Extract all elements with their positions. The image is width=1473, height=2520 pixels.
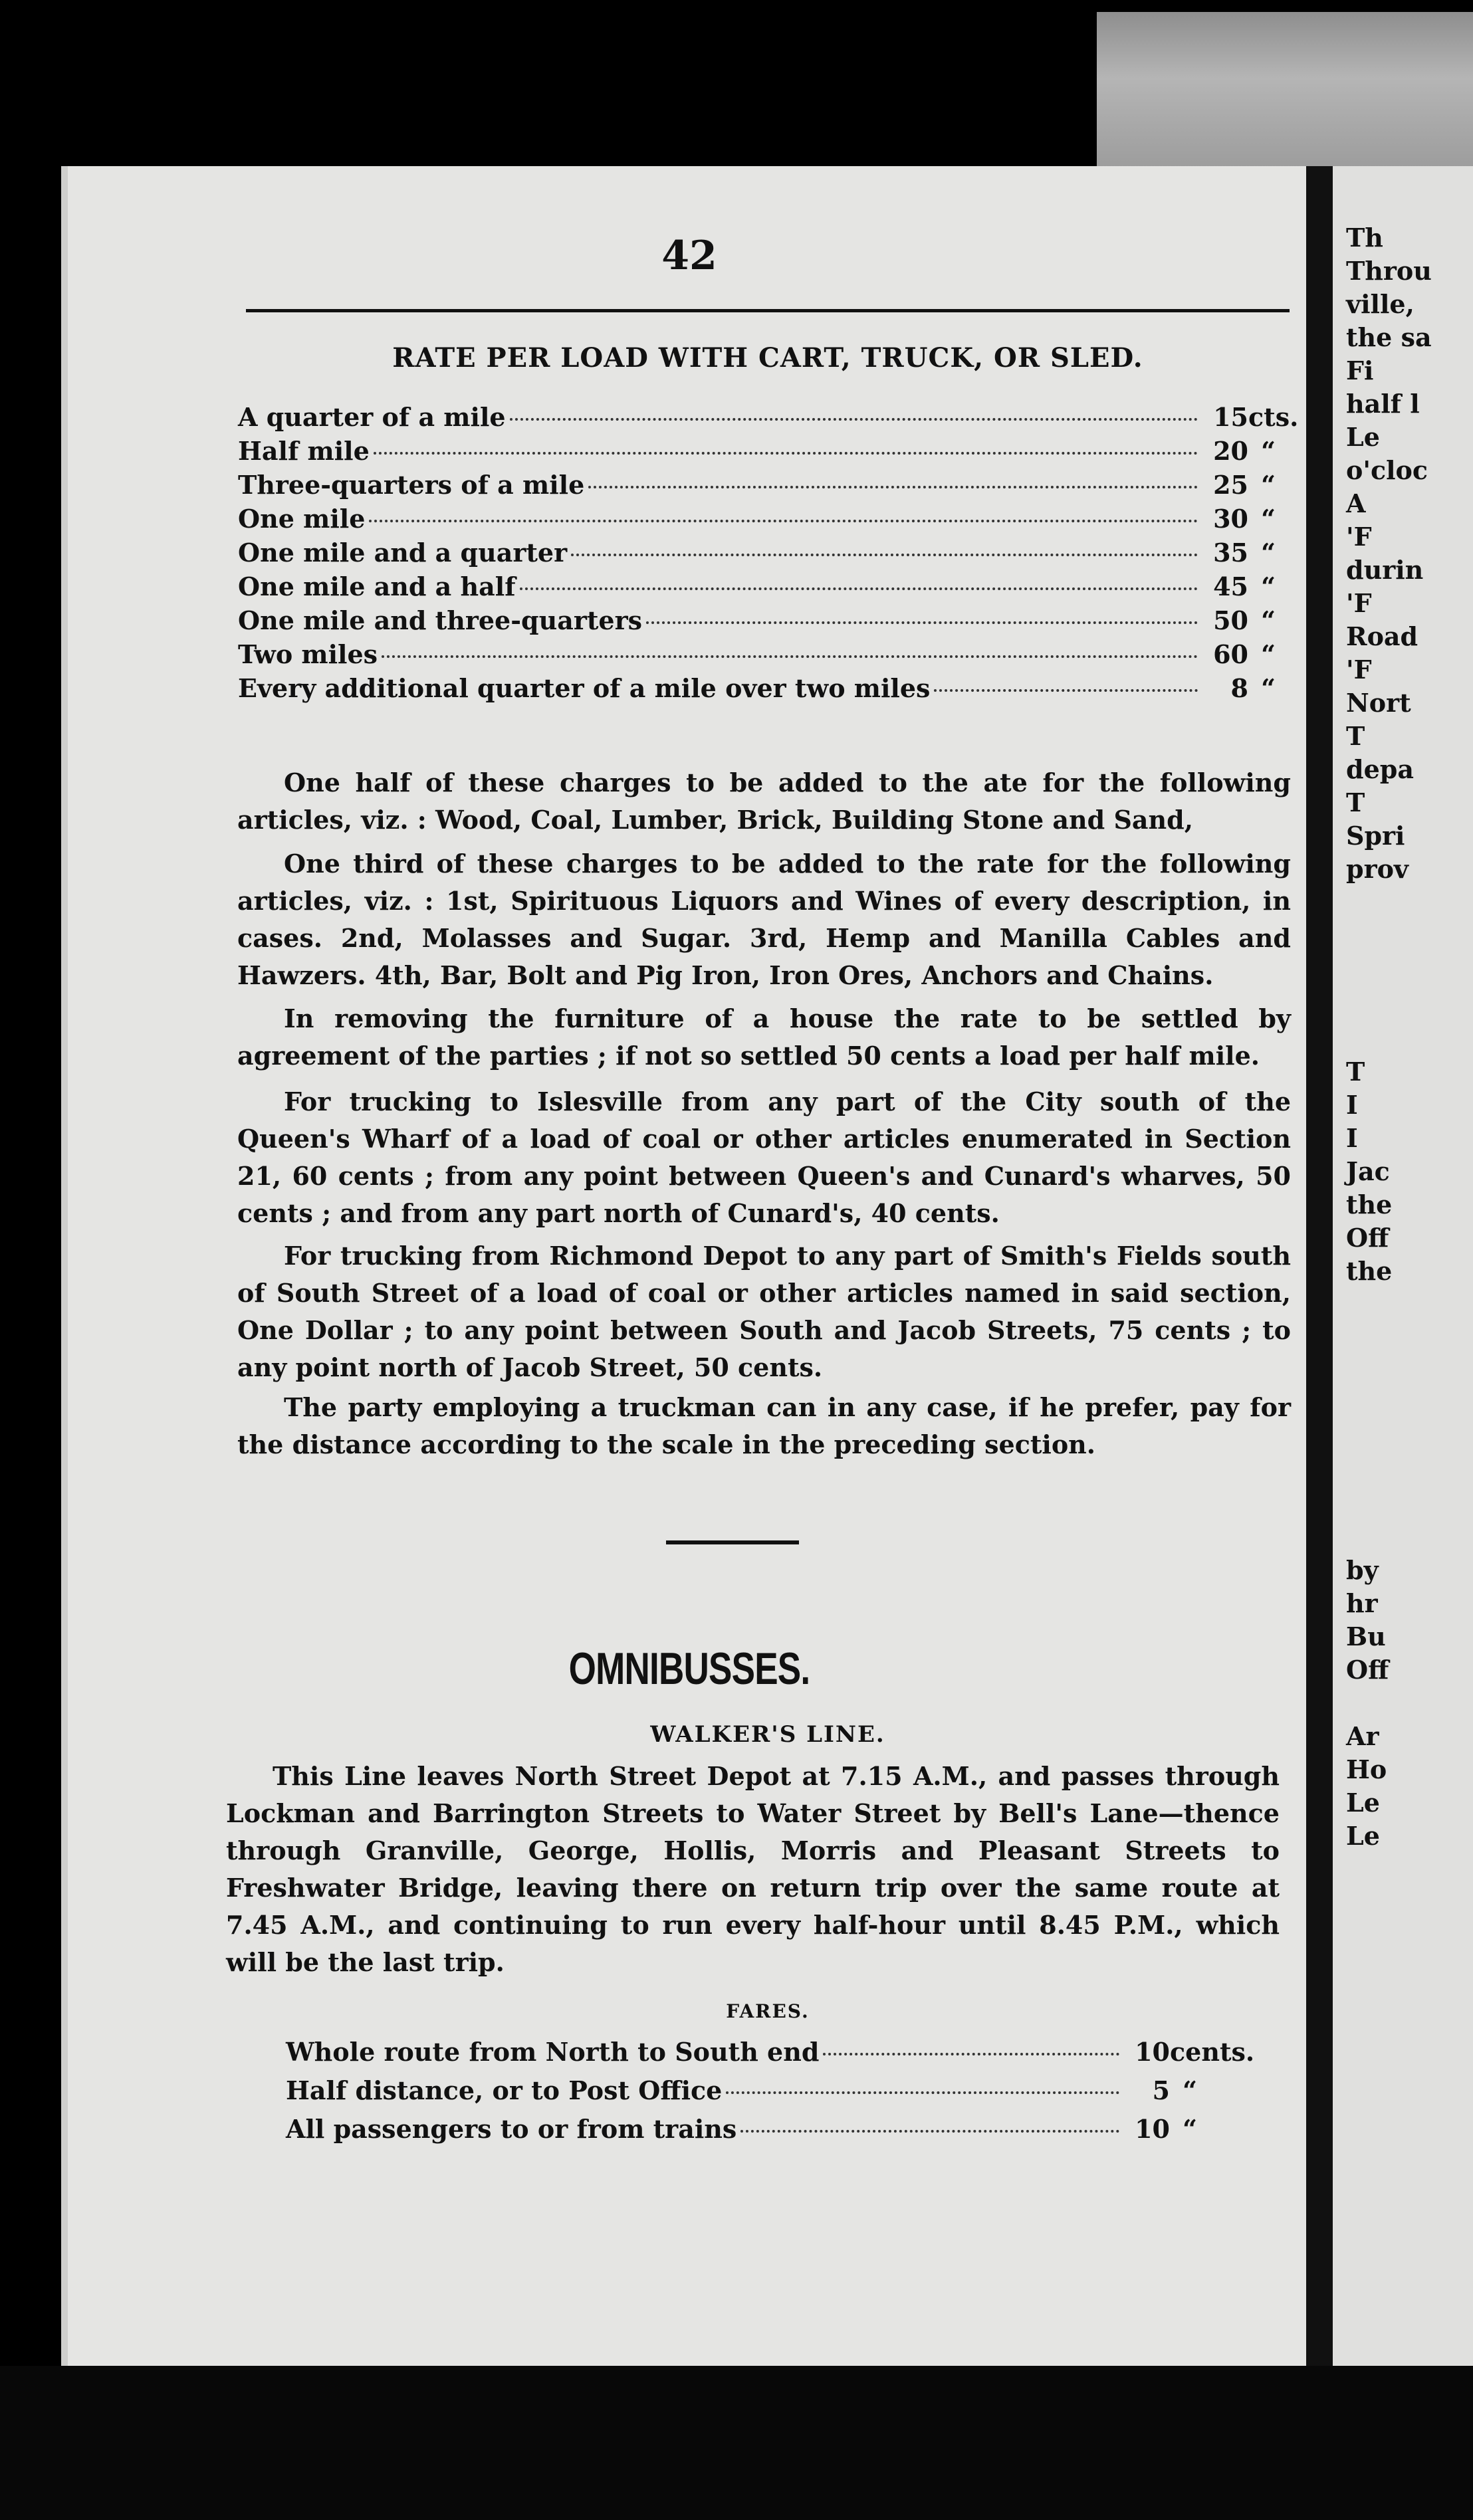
right-page-fragment: Ho: [1346, 1754, 1387, 1784]
paragraph: For trucking from Richmond Depot to any part of Smith's Fields south of South Street of a load of coal or other articles named in said section, One Dollar ; to any point between South and Jacob Streets, 75 cents ; to any point north of Jacob Street, 50 cents.: [237, 1241, 1291, 1382]
row-value: 10: [1135, 2037, 1170, 2067]
fare-row: [286, 2075, 1210, 2114]
fare-row: [286, 2114, 1210, 2152]
row-label: One mile and three-quarters: [238, 605, 642, 635]
row-unit: “: [1261, 470, 1276, 500]
row-unit: “: [1261, 538, 1276, 568]
leader-dots: [726, 2091, 1119, 2094]
right-page-fragment: I: [1346, 1123, 1358, 1153]
right-page-fragment: T: [1346, 788, 1365, 817]
right-page-fragment: Off: [1346, 1655, 1389, 1685]
header-rule: [246, 309, 1290, 312]
right-page-fragment: Le: [1346, 1821, 1380, 1851]
scan-edge-bottom: [0, 2366, 1473, 2520]
omnibus-heading: OMNIBUSSES.: [568, 1643, 810, 1694]
row-unit: “: [1261, 436, 1276, 466]
row-value: 60: [1213, 639, 1248, 669]
leader-dots: [510, 418, 1198, 421]
row-unit: cents.: [1170, 2037, 1255, 2067]
left-page: [61, 166, 1311, 2372]
right-page-fragment: A: [1346, 488, 1366, 518]
row-unit: cts.: [1248, 402, 1299, 432]
rate-row: [238, 538, 1288, 572]
right-page-fragment: Nort: [1346, 688, 1411, 718]
page-number: 42: [661, 233, 717, 279]
right-page-fragment: ville,: [1346, 289, 1415, 319]
row-value: 50: [1213, 605, 1248, 635]
right-page-fragment: 'F: [1346, 522, 1372, 552]
right-page-fragment: durin: [1346, 555, 1424, 585]
row-label: Two miles: [238, 639, 378, 669]
rate-row: [238, 673, 1288, 707]
right-page-fragment: 'F: [1346, 655, 1372, 684]
leader-dots: [571, 554, 1198, 556]
row-unit: “: [1183, 2075, 1197, 2105]
row-value: 30: [1213, 504, 1248, 534]
right-page-fragment: 'F: [1346, 588, 1372, 618]
row-label: Three-quarters of a mile: [238, 470, 585, 500]
paragraph: One half of these charges to be added to the ate for the following articles, viz. : Wood, Coal, Lumber, Brick, Building Stone and Sand,: [237, 768, 1291, 835]
row-label: Every additional quarter of a mile over two miles: [238, 673, 931, 703]
leader-dots: [823, 2053, 1119, 2055]
right-page-fragment: hr: [1346, 1588, 1378, 1618]
row-label: Half distance, or to Post Office: [286, 2075, 723, 2105]
leader-dots: [646, 621, 1198, 624]
paragraph: In removing the furniture of a house the rate to be settled by agreement of the parties ; if not so settled 50 cents a load per half mile.: [237, 1003, 1291, 1071]
leader-dots: [740, 2130, 1119, 2133]
paragraph: One third of these charges to be added to the rate for the following articles, viz. : 1st, Spirituous Liquors and Wines of every description, in cases. 2nd, Molasses and Sugar. 3rd, Hemp and Manilla Cables and Hawzers. 4th, Bar, Bolt and Pig Iron, Iron Ores, Anchors and Chains.: [237, 849, 1291, 990]
rate-heading: RATE PER LOAD WITH CART, TRUCK, OR SLED.: [392, 342, 1143, 373]
row-label: Half mile: [238, 436, 370, 466]
right-page-fragment: I: [1346, 1090, 1358, 1120]
rate-row: [238, 605, 1288, 639]
right-page-fragment: half l: [1346, 389, 1420, 419]
row-value: 10: [1135, 2114, 1170, 2144]
row-value: 5: [1152, 2075, 1170, 2105]
rate-row: [238, 470, 1288, 504]
leader-dots: [934, 689, 1198, 692]
leader-dots: [520, 587, 1198, 590]
rate-row: [238, 402, 1299, 436]
row-label: Whole route from North to South end: [286, 2037, 820, 2067]
row-unit: “: [1183, 2114, 1197, 2144]
paragraph: The party employing a truckman can in any case, if he prefer, pay for the distance according to the scale in the preceding section.: [237, 1392, 1291, 1459]
right-page-fragment: o'cloc: [1346, 455, 1428, 485]
right-page-fragment: Road: [1346, 621, 1418, 651]
row-value: 45: [1213, 572, 1248, 601]
row-value: 35: [1213, 538, 1248, 568]
right-page-fragment: depa: [1346, 754, 1414, 784]
row-value: 15: [1213, 402, 1248, 432]
scan-edge-top: [1097, 12, 1473, 178]
right-page-fragment: Fi: [1346, 356, 1374, 385]
right-page-fragment: the: [1346, 1256, 1393, 1286]
leader-dots: [588, 486, 1198, 488]
right-page-fragment: prov: [1346, 854, 1409, 884]
rate-row: [238, 504, 1288, 538]
row-label: One mile: [238, 504, 366, 534]
right-page-fragment: T: [1346, 1057, 1365, 1087]
right-page-fragment: Le: [1346, 422, 1380, 452]
row-unit: “: [1261, 639, 1276, 669]
leader-dots: [369, 520, 1198, 522]
right-page-fragment: Th: [1346, 223, 1383, 253]
rate-row: [238, 639, 1288, 673]
line-paragraph: This Line leaves North Street Depot at 7.15 A.M., and passes through Lockman and Barrington Streets to Water Street by Bell's Lane—thence through Granville, George, Hollis, Morris and Pleasant Streets to Freshwater Bridge, leaving there on return trip over the same route at 7.45 A.M., and continuing to run every half-hour until 8.45 P.M., which will be the last trip.: [226, 1761, 1280, 1977]
fare-row: [286, 2037, 1255, 2075]
rate-row: [238, 436, 1288, 470]
row-label: All passengers to or from trains: [286, 2114, 737, 2144]
right-page-fragment: Spri: [1346, 821, 1405, 851]
leader-dots: [382, 655, 1198, 658]
page-gutter: [1306, 166, 1333, 2372]
right-page-fragment: T: [1346, 721, 1365, 751]
row-value: 25: [1213, 470, 1248, 500]
line-heading: WALKER'S LINE.: [650, 1721, 885, 1748]
row-value: 8: [1230, 673, 1248, 703]
right-page-fragment: Ar: [1346, 1721, 1379, 1751]
rate-table: [238, 402, 1299, 707]
right-page-fragment: Throu: [1346, 256, 1432, 286]
section-divider: [666, 1540, 799, 1544]
row-unit: “: [1261, 605, 1276, 635]
row-label: One mile and a quarter: [238, 538, 568, 568]
row-unit: “: [1261, 504, 1276, 534]
right-page-fragment: Off: [1346, 1223, 1389, 1253]
right-page-fragment: the sa: [1346, 322, 1432, 352]
leader-dots: [374, 452, 1198, 455]
right-page: [1333, 166, 1473, 2379]
row-label: One mile and a half: [238, 572, 516, 601]
row-unit: “: [1261, 572, 1276, 601]
right-page-fragment: the: [1346, 1190, 1393, 1219]
rate-row: [238, 572, 1288, 605]
fares-table: [286, 2037, 1255, 2152]
row-unit: “: [1261, 673, 1276, 703]
row-value: 20: [1213, 436, 1248, 466]
paragraph: For trucking to Islesville from any part of the City south of the Queen's Wharf of a load of coal or other articles enumerated in Section 21, 60 cents ; from any point between Queen's and Cunard's wharves, 50 cents ; and from any part north of Cunard's, 40 cents.: [237, 1087, 1291, 1228]
right-page-fragment: Le: [1346, 1788, 1380, 1818]
right-page-fragment: Jac: [1346, 1156, 1390, 1186]
right-page-fragment: by: [1346, 1555, 1379, 1585]
right-page-fragment: Bu: [1346, 1622, 1386, 1651]
fares-heading: FARES.: [726, 2000, 810, 2022]
row-label: A quarter of a mile: [238, 402, 506, 432]
